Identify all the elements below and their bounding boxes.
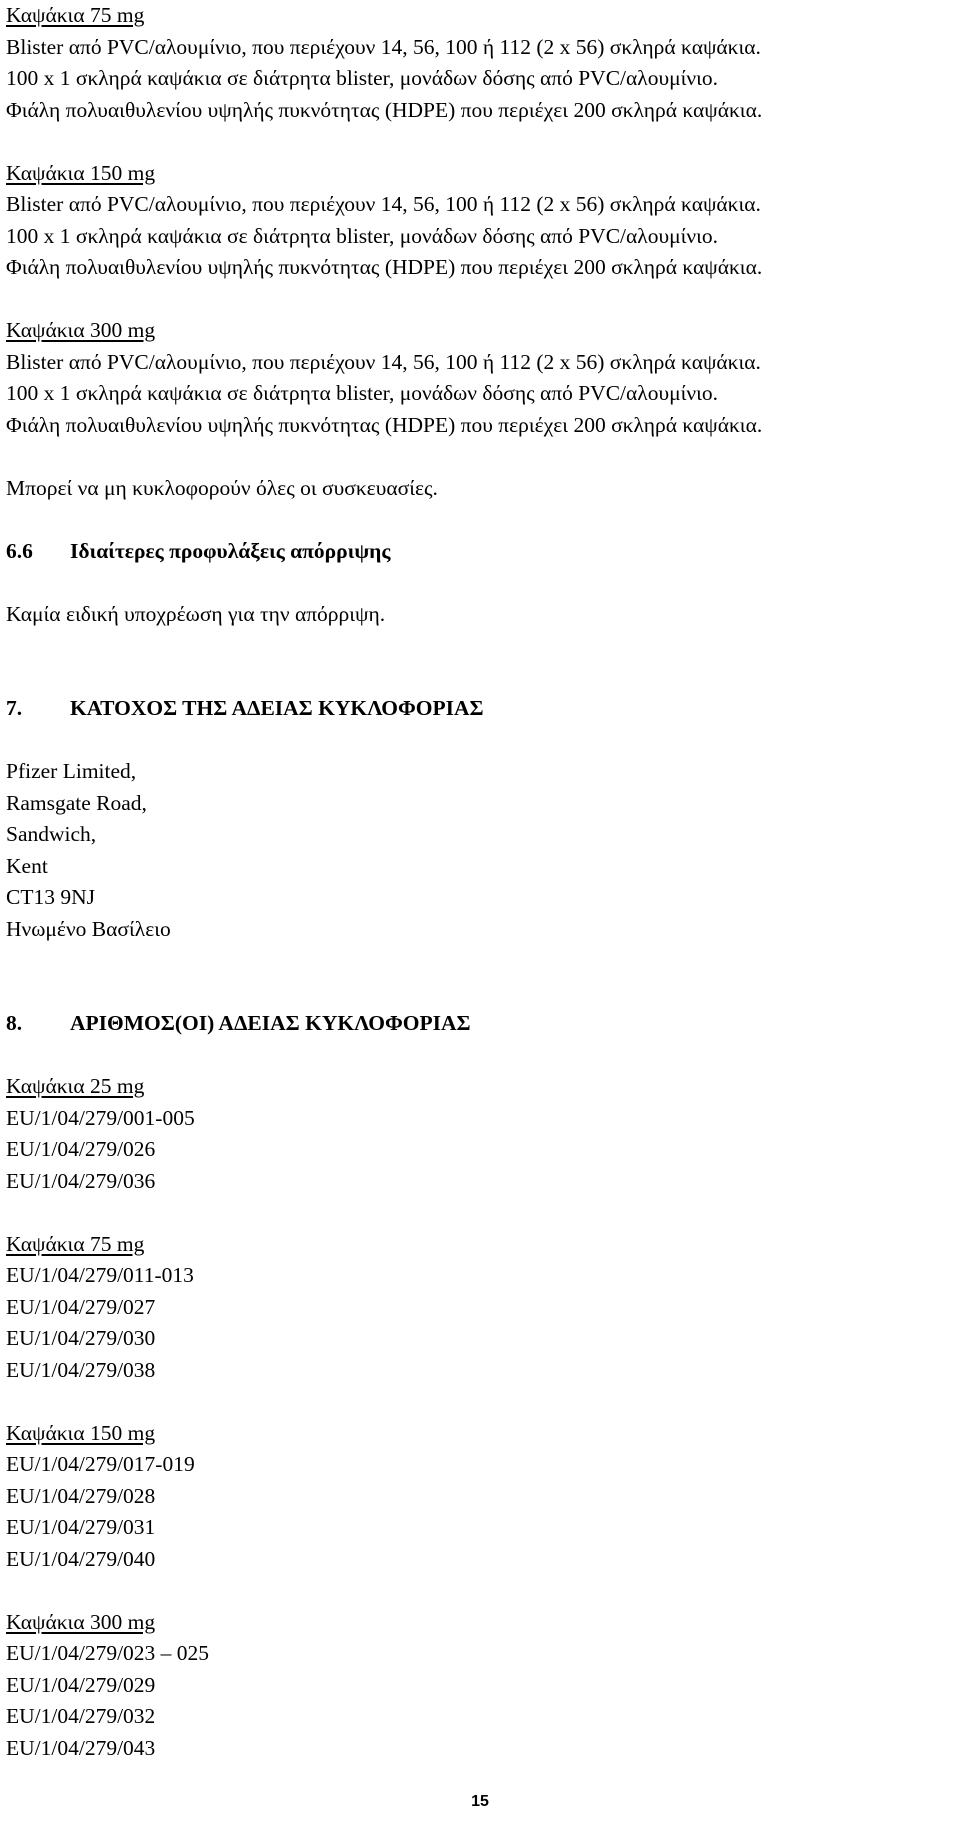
authorisation-number: EU/1/04/279/027 — [6, 1294, 156, 1319]
section-number: 8. — [6, 1011, 23, 1035]
section-title: ΚΑΤΟΧΟΣ ΤΗΣ ΑΔΕΙΑΣ ΚΥΚΛΟΦΟΡΙΑΣ — [70, 696, 484, 720]
authorisation-number: EU/1/04/279/011-013 — [6, 1263, 194, 1287]
pack-line: 100 x 1 σκληρά καψάκια σε διάτρητα blister, μονάδων δόσης από PVC/αλουμίνιο. — [6, 223, 719, 248]
authorisation-number: EU/1/04/279/029 — [6, 1672, 156, 1697]
availability-note: Μπορεί να μη κυκλοφορούν όλες οι συσκευασίες. — [6, 475, 438, 500]
address-line: CT13 9NJ — [6, 885, 95, 909]
authorisation-number: EU/1/04/279/026 — [6, 1137, 156, 1161]
group-heading: Καψάκια 75 mg — [6, 1231, 145, 1256]
authorisation-group-300 — [6, 1607, 956, 1765]
pack-300-block — [6, 315, 956, 441]
pack-line: Φιάλη πολυαιθυλενίου υψηλής πυκνότητας (HDPE) που περιέχει 200 σκληρά καψάκια. — [6, 412, 763, 437]
authorisation-number: EU/1/04/279/028 — [6, 1483, 156, 1508]
authorisation-number: EU/1/04/279/032 — [6, 1704, 156, 1728]
section-title: ΑΡΙΘΜΟΣ(ΟΙ) ΑΔΕΙΑΣ ΚΥΚΛΟΦΟΡΙΑΣ — [70, 1011, 471, 1035]
page-number: 15 — [471, 1793, 489, 1810]
address-line: Ηνωμένο Βασίλειο — [6, 916, 171, 941]
pack-150-block — [6, 158, 956, 284]
group-heading: Καψάκια 150 mg — [6, 1420, 156, 1445]
address-line: Sandwich, — [6, 822, 97, 846]
group-heading: Καψάκια 300 mg — [6, 1609, 156, 1634]
pack-line: Φιάλη πολυαιθυλενίου υψηλής πυκνότητας (HDPE) που περιέχει 200 σκληρά καψάκια. — [6, 97, 763, 122]
authorisation-number: EU/1/04/279/031 — [6, 1515, 156, 1539]
authorisation-number: EU/1/04/279/040 — [6, 1546, 156, 1571]
section-number: 7. — [6, 696, 23, 720]
pack-line: Φιάλη πολυαιθυλενίου υψηλής πυκνότητας (HDPE) που περιέχει 200 σκληρά καψάκια. — [6, 255, 763, 279]
section-8-heading — [6, 1008, 956, 1040]
authorisation-number: EU/1/04/279/030 — [6, 1326, 156, 1350]
address-line: Kent — [6, 853, 48, 878]
section-6-6-heading — [6, 536, 956, 568]
address-line: Pfizer Limited, — [6, 759, 137, 783]
pack-line: Blister από PVC/αλουμίνιο, που περιέχουν 14, 56, 100 ή 112 (2 x 56) σκληρά καψάκια. — [6, 192, 761, 216]
group-heading: Καψάκια 25 mg — [6, 1074, 145, 1098]
authorisation-number: EU/1/04/279/023 – 025 — [6, 1641, 210, 1665]
authorisation-number: EU/1/04/279/043 — [6, 1735, 156, 1760]
pack-line: Blister από PVC/αλουμίνιο, που περιέχουν 14, 56, 100 ή 112 (2 x 56) σκληρά καψάκια. — [6, 349, 761, 374]
pack-line: 100 x 1 σκληρά καψάκια σε διάτρητα blister, μονάδων δόσης από PVC/αλουμίνιο. — [6, 66, 719, 90]
pack-heading: Καψάκια 150 mg — [6, 160, 156, 185]
authorisation-number: EU/1/04/279/017-019 — [6, 1452, 195, 1476]
holder-address — [6, 756, 956, 945]
document-page — [6, 0, 956, 1764]
authorisation-number: EU/1/04/279/036 — [6, 1168, 156, 1193]
pack-line: 100 x 1 σκληρά καψάκια σε διάτρητα blister, μονάδων δόσης από PVC/αλουμίνιο. — [6, 381, 719, 405]
section-number: 6.6 — [6, 538, 33, 563]
authorisation-group-75 — [6, 1229, 956, 1387]
authorisation-group-25 — [6, 1071, 956, 1197]
authorisation-number: EU/1/04/279/001-005 — [6, 1105, 195, 1130]
address-line: Ramsgate Road, — [6, 790, 147, 815]
section-title: Ιδιαίτερες προφυλάξεις απόρριψης — [70, 538, 391, 563]
authorisation-group-150 — [6, 1418, 956, 1576]
authorisation-number: EU/1/04/279/038 — [6, 1357, 156, 1382]
section-6-6-text: Καμία ειδική υποχρέωση για την απόρριψη. — [6, 601, 386, 626]
pack-line: Blister από PVC/αλουμίνιο, που περιέχουν 14, 56, 100 ή 112 (2 x 56) σκληρά καψάκια. — [6, 34, 761, 59]
pack-heading: Καψάκια 300 mg — [6, 318, 156, 342]
section-7-heading — [6, 693, 956, 725]
pack-75-block — [6, 0, 956, 126]
pack-heading: Καψάκια 75 mg — [6, 3, 145, 27]
